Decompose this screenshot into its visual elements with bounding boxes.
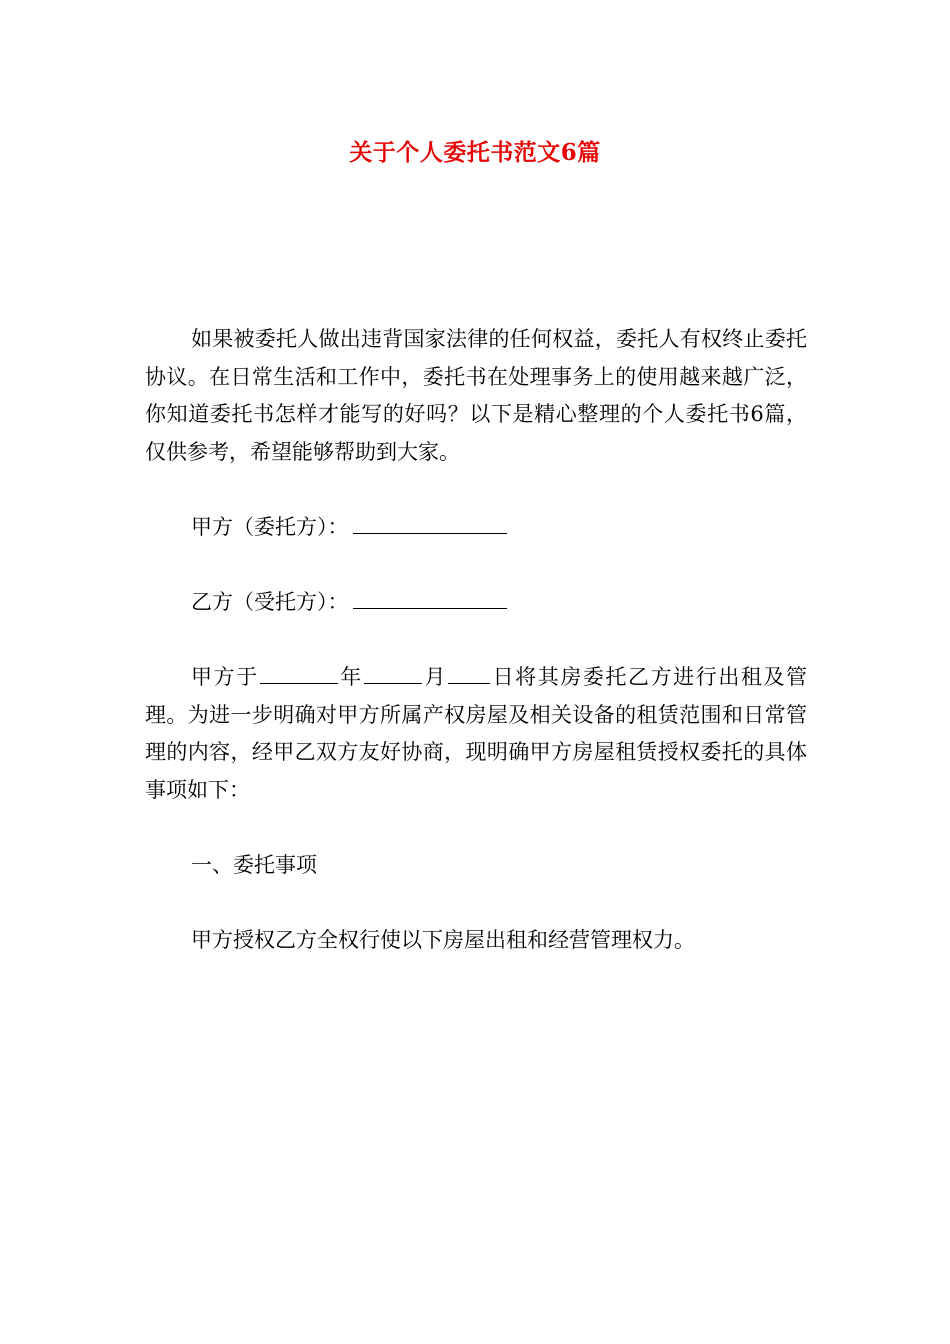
year-label: 年 [338, 665, 363, 690]
document-body [145, 321, 807, 997]
month-label: 月 [422, 665, 448, 690]
party-a-blank [353, 513, 507, 534]
day-blank [448, 663, 490, 684]
party-b-label: 乙方（受托方）： [191, 589, 349, 614]
document-title: 关于个人委托书范文6篇 [349, 139, 601, 166]
party-b-line [145, 584, 807, 622]
month-blank [364, 663, 422, 684]
day-label-and-clause: 日将其房委托乙方进行出租及管理。为进一步明确对甲方所属产权房屋及相关设备的租赁范围和日常管理的内容，经甲乙双方友好协商，现明确甲方房屋租赁授权委托的具体事项如下： [145, 665, 808, 802]
intro-paragraph: 如果被委托人做出违背国家法律的任何权益，委托人有权终止委托协议。在日常生活和工作中，委托书在处理事务上的使用越来越广泛，你知道委托书怎样才能写的好吗？以下是精心整理的个人委托书6篇，仅供参考，希望能够帮助到大家。 [145, 327, 807, 464]
party-a-line [145, 509, 807, 547]
section-1-text: 甲方授权乙方全权行使以下房屋出租和经营管理权力。 [191, 927, 695, 952]
party-a-label: 甲方（委托方）： [191, 514, 349, 539]
party-b-blank [353, 588, 507, 609]
clause-prefix: 甲方于 [191, 665, 259, 690]
entrust-clause-paragraph [145, 659, 807, 809]
year-blank [260, 663, 338, 684]
section-1-heading: 一、委托事项 [191, 852, 317, 877]
